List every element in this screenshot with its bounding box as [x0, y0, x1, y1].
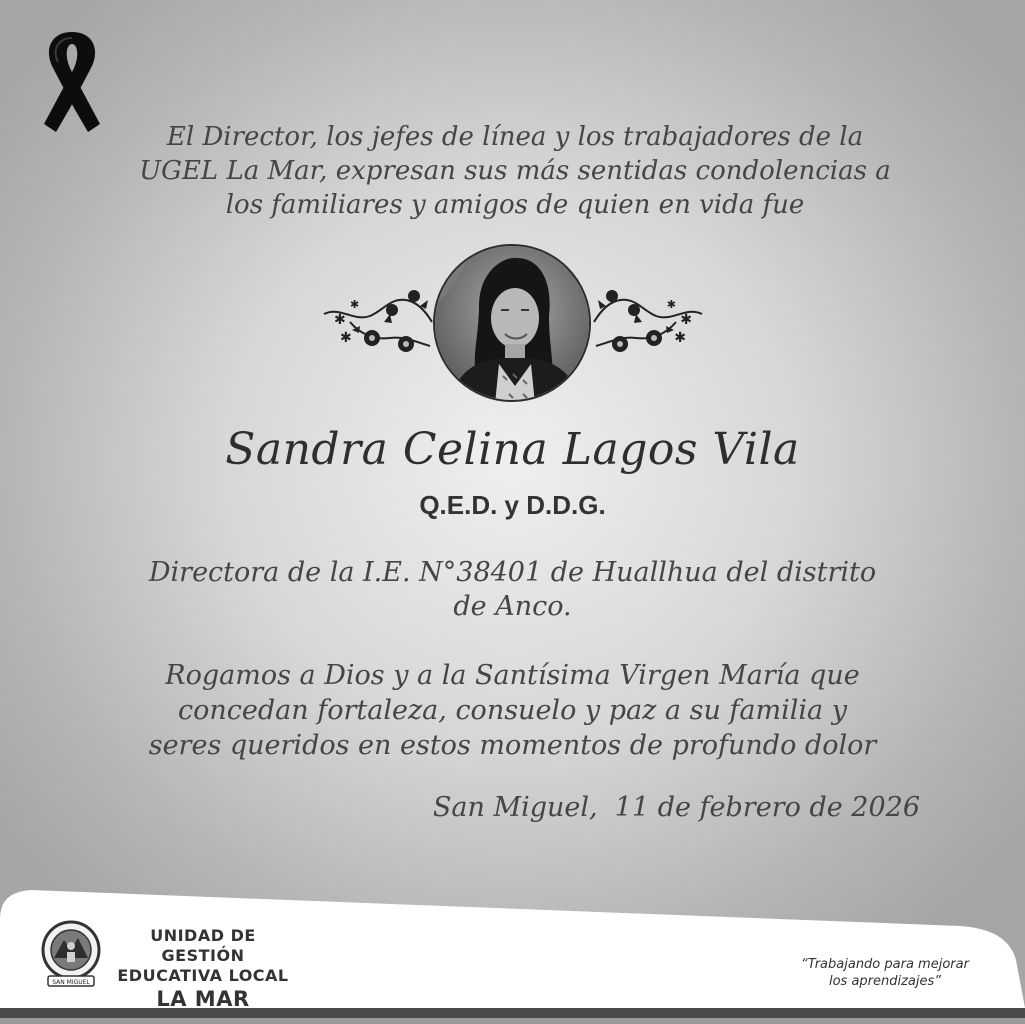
org-line-3: LA MAR: [156, 987, 250, 1011]
svg-text:✱: ✱: [334, 312, 346, 328]
deceased-name: Sandra Celina Lagos Vila: [225, 424, 800, 475]
slogan: [760, 956, 1010, 990]
svg-text:✱: ✱: [340, 330, 352, 346]
portrait-photo: [433, 244, 591, 402]
intro-line-3: los familiares y amigos de quien en vida fue: [225, 190, 805, 220]
slogan-line-2: los aprendizajes”: [828, 974, 942, 989]
svg-text:✱: ✱: [680, 312, 692, 328]
prayer-message: [100, 658, 925, 763]
floral-flourish-left-icon: [320, 282, 436, 362]
prayer-line-1: Rogamos a Dios y a la Santísima Virgen María que: [165, 660, 860, 691]
role-description: [100, 556, 925, 624]
intro-message: [100, 120, 930, 222]
prayer-line-3: seres queridos en estos momentos de profundo dolor: [148, 730, 877, 761]
role-line-1: Directora de la I.E. N°38401 de Huallhua del distrito: [148, 557, 877, 588]
ugel-seal-logo: [40, 918, 102, 990]
org-line-2: EDUCATIVA LOCAL: [117, 966, 289, 985]
svg-text:✱: ✱: [350, 298, 360, 311]
prayer-line-2: concedan fortaleza, consuelo y paz a su familia y: [178, 695, 847, 726]
seal-text: SAN MIGUEL: [52, 979, 90, 986]
role-line-2: de Anco.: [453, 591, 572, 622]
floral-flourish-right-icon: [590, 282, 706, 362]
slogan-line-1: “Trabajando para mejorar: [801, 957, 969, 972]
organization-name: [108, 926, 298, 1012]
deceased-suffix: Q.E.D. y D.D.G.: [419, 490, 606, 520]
svg-text:✱: ✱: [674, 330, 686, 346]
svg-text:✱: ✱: [666, 298, 676, 311]
intro-line-2: UGEL La Mar, expresan sus más sentidas condolencias a: [139, 156, 891, 186]
place-date: San Miguel, 11 de febrero de 2026: [432, 792, 920, 823]
intro-line-1: El Director, los jefes de línea y los trabajadores de la: [166, 122, 864, 152]
org-line-1: UNIDAD DE GESTIÓN: [150, 926, 256, 965]
